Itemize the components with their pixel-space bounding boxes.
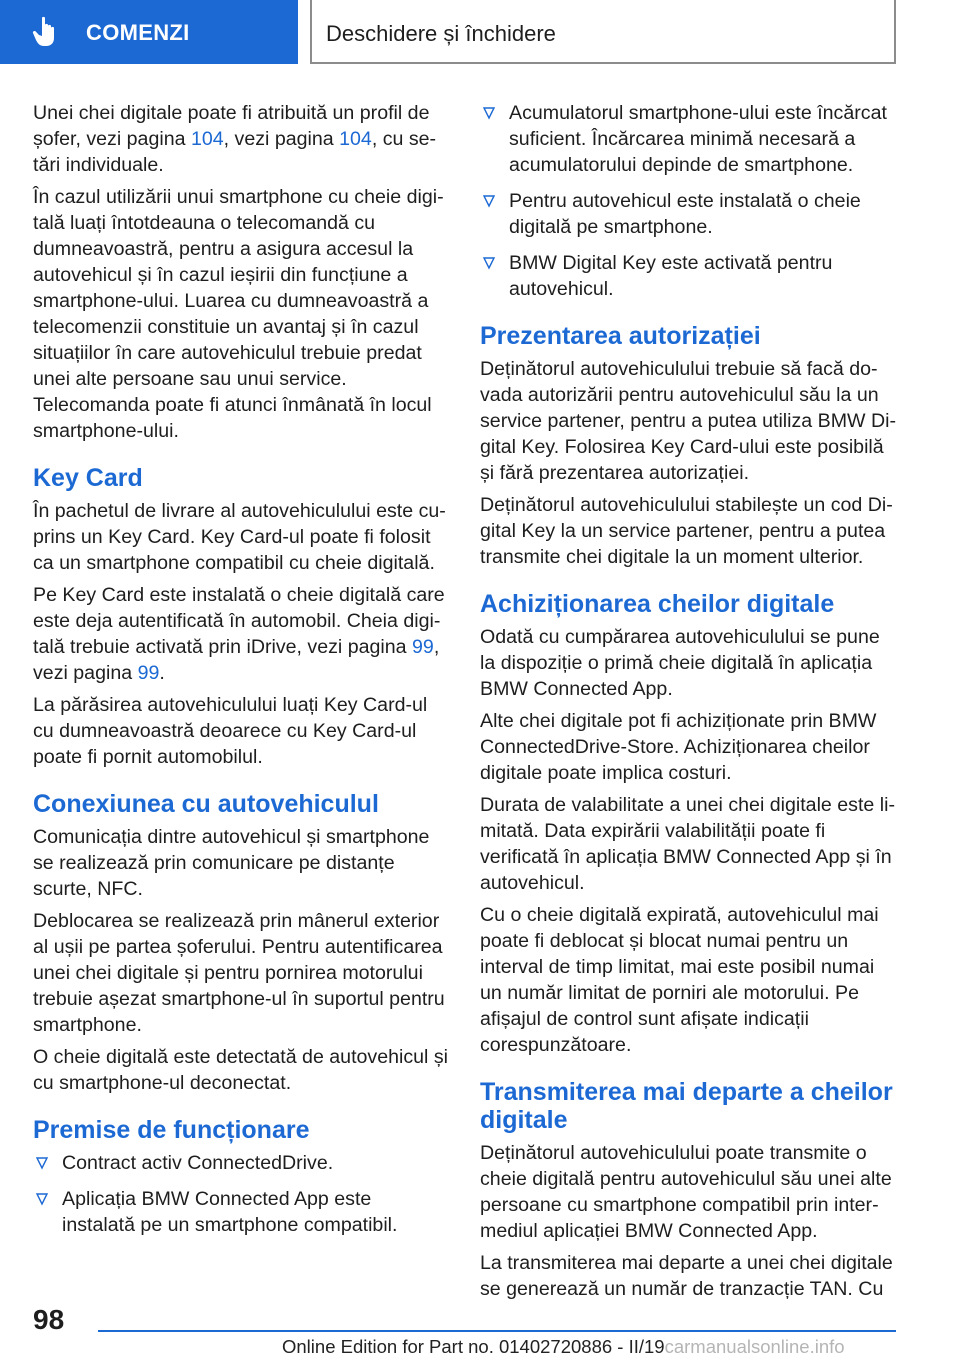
paragraph-profile (33, 100, 449, 178)
paragraph: La transmiterea mai departe a unei chei digitale se generează un număr de tranzacție TAN. Cu (480, 1252, 893, 1300)
text: Pe Key Card este instalată o cheie digitală care este deja autentificată în automobil. Cheia digitală trebuie activată prin iDrive, vezi pagina (33, 584, 445, 658)
page-link[interactable]: 104 (190, 128, 224, 150)
list-item (480, 100, 896, 178)
paragraph: Cu o cheie digitală expirată, autovehiculul mai poate fi deblocat și blocat numai pentru un interval de timp limitat, mai este posibil numai un număr limitat de porniri ale motorului. Pe afișajul de control sunt afișate indicații corespunzătoare. (480, 904, 879, 1056)
list-item (33, 1186, 449, 1238)
bullet-list (33, 1150, 449, 1238)
paragraph: Deținătorul autovehiculului stabilește un cod Digital Key la un service partener, pentru a putea transmite chei digitale la un moment ulterior. (480, 494, 893, 568)
right-column (480, 100, 896, 1308)
page-link[interactable]: 99 (137, 662, 160, 684)
paragraph: La părăsirea autovehiculului luați Key Card-ul cu dumneavoastră deoarece cu Key Card-ul poate fi pornit automobilul. (33, 694, 428, 768)
page-number: 98 (33, 1304, 65, 1335)
left-column (33, 100, 449, 1248)
triangle-bullet-icon (482, 194, 496, 208)
list-item-text: BMW Digital Key este activată pentru autovehicul. (509, 252, 833, 300)
paragraph-remote: În cazul utilizării unui smartphone cu cheie digitală luați întotdeauna o telecomandă cu dumneavoastră, pentru a asigura accesul la autovehicul și în cazul ieșirii din funcțiune a smartphone-ului. Luarea cu dumneavoastră a telecomenzii constituie un avantaj și în cazul situațiilor în care autovehiculul trebuie predat unei alte persoane sau unui service. Telecomanda poate fi atunci înmânată în locul smartphone-ului. (33, 186, 444, 442)
section-title-box (310, 0, 896, 64)
paragraph (33, 582, 449, 686)
page-link[interactable]: 104 (339, 128, 372, 150)
triangle-bullet-icon (35, 1156, 49, 1170)
section-title: Deschidere și închidere (326, 21, 556, 46)
hand-pointer-icon (30, 14, 66, 50)
heading-premise: Premise de funcționare (33, 1116, 310, 1144)
list-item-text: Pentru autovehicul este instalată o cheie digitală pe smartphone. (509, 190, 861, 238)
list-item-text: Acumulatorul smartphone-ului este încărcat suficient. Încărcarea minimă necesară a acumulatorului depinde de smartphone. (509, 102, 887, 176)
heading-conexiunea: Conexiunea cu autovehiculul (33, 790, 379, 818)
list-item (480, 250, 896, 302)
list-item (480, 188, 896, 240)
edition-text: Online Edition for Part no. 01402720886 - II/19 (282, 1336, 665, 1357)
footer-edition (282, 1336, 845, 1358)
text: , cu setări individuale. (33, 128, 437, 176)
paragraph: O cheie digitală este detectată de autovehicul și cu smartphone-ul deconectat. (33, 1046, 448, 1094)
page-link[interactable]: 99 (412, 636, 434, 658)
bullet-list (480, 100, 896, 302)
paragraph: Alte chei digitale pot fi achiziționate prin BMW ConnectedDrive-Store. Achiziționarea cheilor digitale poate implica costuri. (480, 710, 877, 784)
text: , vezi pagina (223, 128, 340, 150)
triangle-bullet-icon (482, 256, 496, 270)
text: , vezi pagina (33, 636, 440, 684)
heading-achizitionarea: Achiziționarea cheilor digitale (480, 590, 835, 618)
list-item (33, 1150, 449, 1176)
paragraph: Durata de valabilitate a unei chei digitale este limitată. Data expirării valabilității poate fi verificată în aplicația BMW Connected App și în autovehicul. (480, 794, 895, 894)
paragraph: Deținătorul autovehiculului poate transmite o cheie digitală pentru autovehiculul său unei alte persoane cu smartphone compatibil prin intermediul aplicației BMW Connected App. (480, 1142, 892, 1242)
triangle-bullet-icon (482, 106, 496, 120)
list-item-text: Aplicația BMW Connected App este instalată pe un smartphone compatibil. (62, 1188, 398, 1236)
text: Unei chei digitale poate fi atribuită un profil de șofer, vezi pagina (33, 102, 430, 150)
paragraph: Deținătorul autovehiculului trebuie să facă dovada autorizării pentru autovehiculul său la un service partener, pentru a putea utiliza BMW Digital Key. Folosirea Key Card-ului este posibilă și fără prezentarea autorizației. (480, 358, 897, 484)
chapter-tab[interactable] (0, 0, 298, 64)
heading-transmiterea: Transmiterea mai departe a cheilor digitale (480, 1078, 893, 1134)
footer-divider (98, 1330, 896, 1332)
paragraph: Comunicația dintre autovehicul și smartphone se realizează prin comunicare pe distanțe scurte, NFC. (33, 826, 430, 900)
watermark: carmanualsonline.info (664, 1336, 845, 1357)
paragraph: În pachetul de livrare al autovehiculului este cuprins un Key Card. Key Card-ul poate fi folosit ca un smartphone compatibil cu cheie digitală. (33, 500, 446, 574)
heading-key-card: Key Card (33, 464, 143, 492)
paragraph: Deblocarea se realizează prin mânerul exterior al ușii pe partea șoferului. Pentru autentificarea unei chei digitale și pentru pornirea motorului trebuie așezat smartphone-ul în suportul pentru smartphone. (33, 910, 445, 1036)
paragraph: Odată cu cumpărarea autovehiculului se pune la dispoziție o primă cheie digitală în aplicația BMW Connected App. (480, 626, 880, 700)
text: . (159, 662, 165, 684)
list-item-text: Contract activ ConnectedDrive. (62, 1152, 334, 1174)
triangle-bullet-icon (35, 1192, 49, 1206)
heading-prezentarea: Prezentarea autorizației (480, 322, 761, 350)
chapter-tab-label: COMENZI (86, 20, 190, 45)
